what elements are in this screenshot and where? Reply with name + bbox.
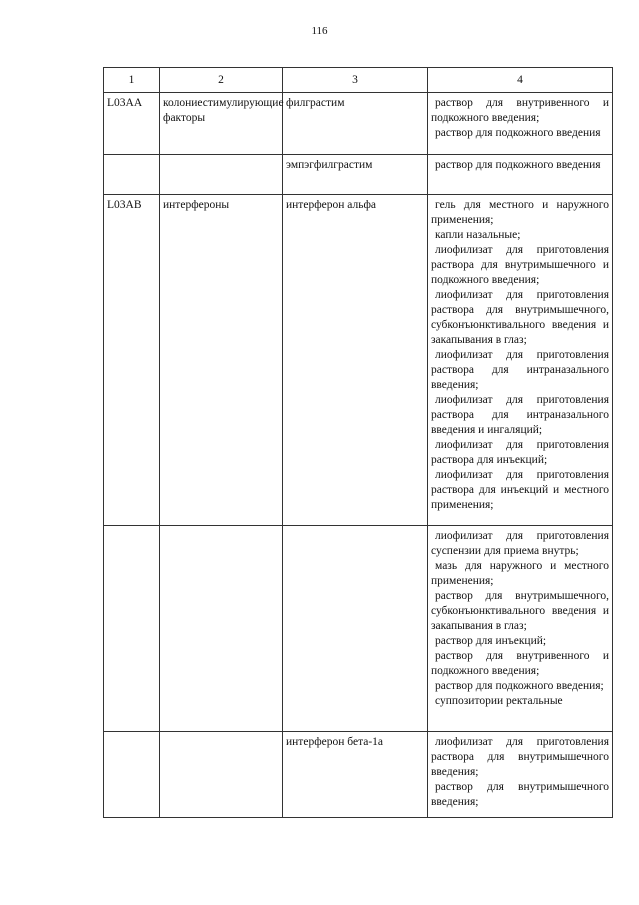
- header-row: [104, 68, 613, 93]
- atc-code-cell: L03AA: [104, 93, 160, 155]
- page-number: 116: [311, 25, 328, 37]
- dosage-form: лиофилизат для приготовления раствора для интраназального введения и ингаляций;: [431, 394, 609, 436]
- dosage-form: раствор для инъекций;: [435, 635, 547, 647]
- dosage-form: мазь для наружного и местного применения;: [431, 560, 609, 587]
- dosage-form: раствор для внутривенного и подкожного введения;: [431, 97, 609, 124]
- group-name-cell: колониестимулирующие факторы: [160, 93, 283, 155]
- group-name-cell: [160, 732, 283, 818]
- drug-name-cell: интерферон альфа: [283, 195, 428, 526]
- atc-code-cell: [104, 526, 160, 732]
- table-row: [104, 93, 613, 155]
- drug-table: [103, 67, 613, 818]
- dosage-forms-cell: [428, 155, 613, 195]
- dosage-form: капли назальные;: [435, 229, 521, 241]
- atc-code-cell: [104, 732, 160, 818]
- group-name-cell: [160, 526, 283, 732]
- drug-name-cell: интерферон бета-1a: [283, 732, 428, 818]
- dosage-form: раствор для подкожного введения;: [435, 680, 604, 692]
- dosage-form: раствор для подкожного введения: [435, 127, 601, 139]
- dosage-form: лиофилизат для приготовления суспензии для приема внутрь;: [431, 530, 609, 557]
- dosage-form: лиофилизат для приготовления раствора для интраназального введения;: [431, 349, 609, 391]
- table-row: [104, 155, 613, 195]
- table-row: [104, 526, 613, 732]
- header-col-3: 3: [283, 68, 428, 93]
- table-row: [104, 732, 613, 818]
- header-col-2: 2: [160, 68, 283, 93]
- dosage-form: раствор для внутривенного и подкожного введения;: [431, 650, 609, 677]
- dosage-form: гель для местного и наружного применения;: [431, 199, 609, 226]
- dosage-forms-cell: [428, 732, 613, 818]
- group-name-cell: [160, 155, 283, 195]
- dosage-form: лиофилизат для приготовления раствора для инъекций и местного применения;: [431, 469, 609, 511]
- table-row: [104, 195, 613, 526]
- atc-code-cell: L03AB: [104, 195, 160, 526]
- table-body: [104, 93, 613, 818]
- dosage-form: лиофилизат для приготовления раствора для внутримышечного и подкожного введения;: [431, 244, 609, 286]
- drug-name-cell: эмпэгфилграстим: [283, 155, 428, 195]
- dosage-form: раствор для внутримышечного, субконъюнктивального введения и закапывания в глаз;: [431, 590, 609, 632]
- header-col-4: 4: [428, 68, 613, 93]
- dosage-form: лиофилизат для приготовления раствора для внутримышечного, субконъюнктивального введения и закапывания в глаз;: [431, 289, 609, 346]
- dosage-form: раствор для внутримышечного введения;: [431, 781, 609, 808]
- dosage-form: лиофилизат для приготовления раствора для инъекций;: [431, 439, 609, 466]
- atc-code-cell: [104, 155, 160, 195]
- drug-name-cell: филграстим: [283, 93, 428, 155]
- dosage-form: суппозитории ректальные: [435, 695, 563, 707]
- dosage-form: лиофилизат для приготовления раствора для внутримышечного введения;: [431, 736, 609, 778]
- group-name-cell: интерфероны: [160, 195, 283, 526]
- dosage-forms-cell: [428, 93, 613, 155]
- header-col-1: 1: [104, 68, 160, 93]
- dosage-forms-cell: [428, 526, 613, 732]
- drug-name-cell: [283, 526, 428, 732]
- dosage-forms-cell: [428, 195, 613, 526]
- dosage-form: раствор для подкожного введения: [435, 159, 601, 171]
